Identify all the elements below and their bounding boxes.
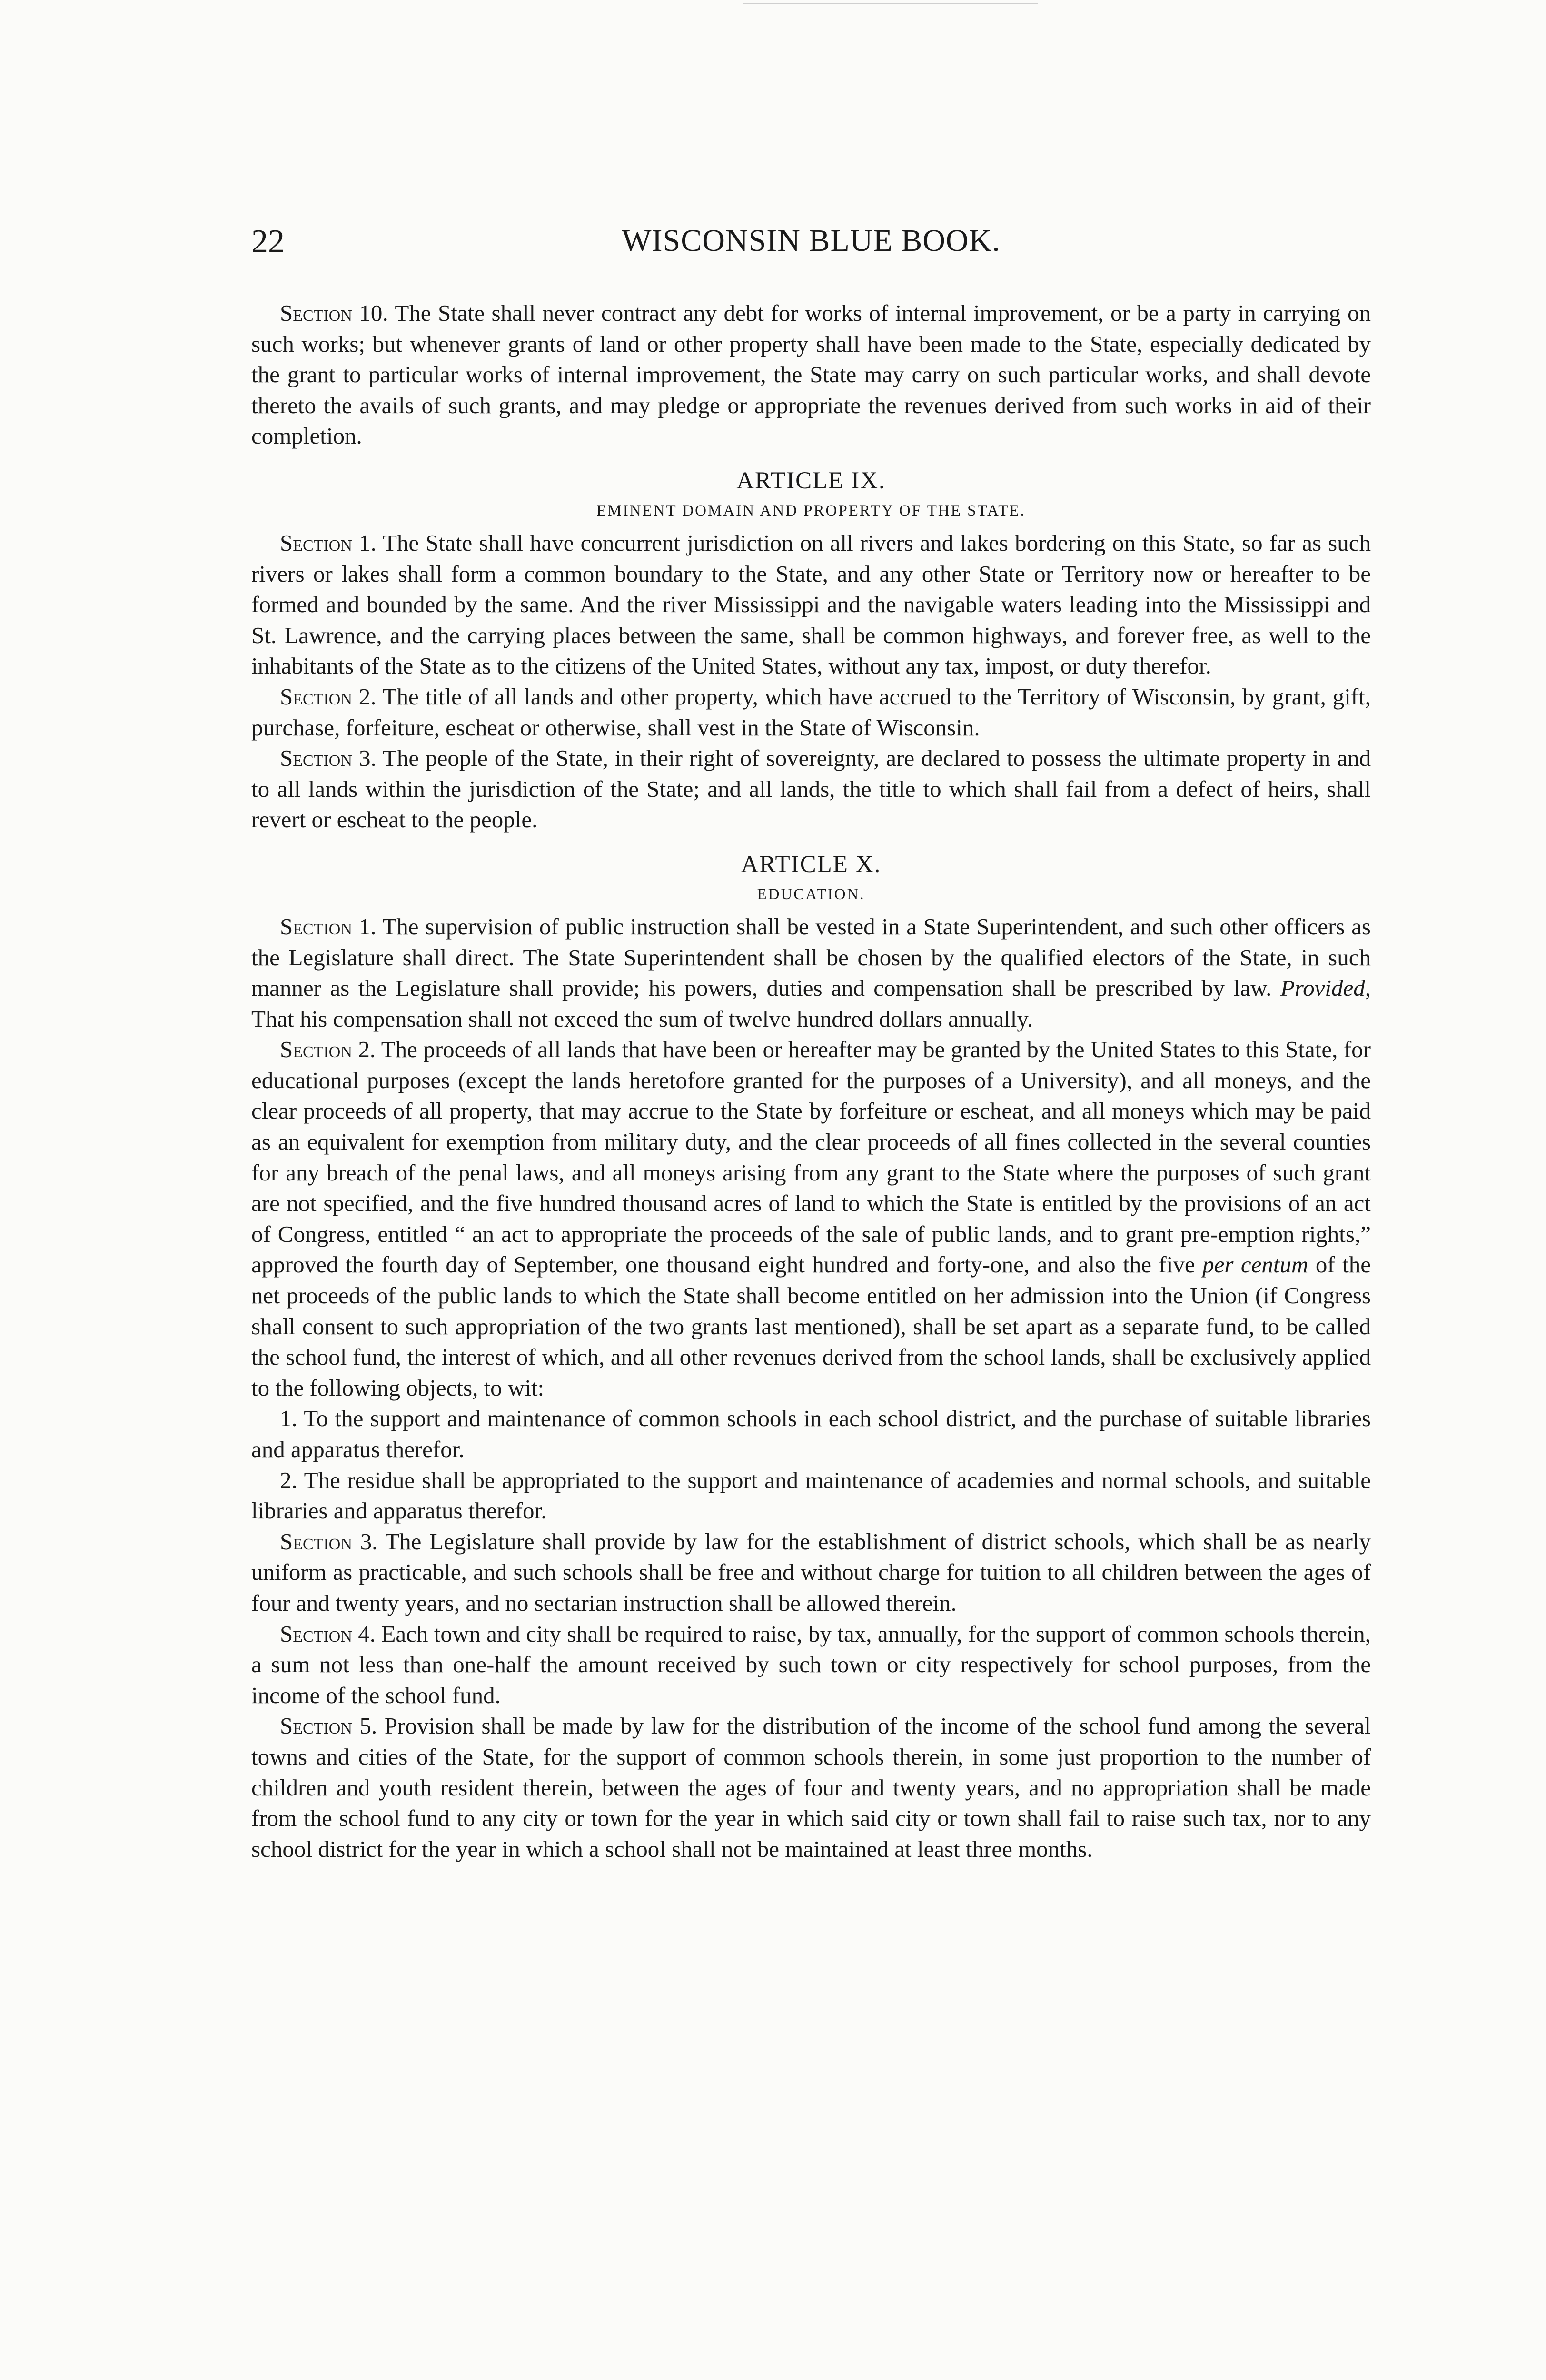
page-number: 22 (251, 223, 285, 260)
page-header (251, 223, 1371, 266)
article8-section10 (251, 298, 1371, 452)
section-label: Section 2. (280, 683, 377, 710)
article10-section2 (251, 1034, 1371, 1403)
section-label: Section 3. (280, 1528, 378, 1555)
article9-section3 (251, 743, 1371, 835)
per-centum-term: per centum (1202, 1251, 1308, 1278)
provided-term: Provided, (1280, 975, 1371, 1002)
section-text: Provision shall be made by law for the distribution of the income of the school fund among the several towns and cities of the State, for the support of common schools therein, in some just proportion to the number of children and youth resident therein, between the ages of four and twenty years, and no appropriation shall be made from the school fund to any city or town for the year in which said city or town shall fail to raise such tax, nor to any school district for the year in which a school shall not be maintained at least three months. (251, 1713, 1371, 1862)
section-label: Section 1. (280, 529, 377, 556)
article9-section2 (251, 682, 1371, 743)
section-text-cont: That his compensation shall not exceed the sum of twelve hundred dollars annually. (251, 1005, 1033, 1032)
article10-section3 (251, 1527, 1371, 1619)
article10-section2-item1: 1. To the support and maintenance of common schools in each school district, and the purchase of suitable libraries and apparatus therefor. (251, 1405, 1371, 1462)
section-text: The Legislature shall provide by law for the establishment of district schools, which shall be as nearly uniform as practicable, and such schools shall be free and without charge for tuition to all children between the ages of four and twenty years, and no sectarian instruction shall be allowed therein. (251, 1528, 1371, 1616)
section-text: The proceeds of all lands that have been or hereafter may be granted by the United States to this State, for educational purposes (except the lands heretofore granted for the purposes of a University), and all moneys, and the clear proceeds of all property, that may accrue to the State by forfeiture or escheat, and all moneys which may be paid as an equivalent for exemption from military duty, and the clear proceeds of all fines collected in the several counties for any breach of the penal laws, and all moneys arising from any grant to the State where the purposes of such grant are not specified, and the five hundred thousand acres of land to which the State is entitled by the provisions of an act of Congress, entitled “ an act to appropriate the proceeds of the sale of public lands, and to grant pre-emption rights,” approved the fourth day of September, one thousand eight hundred and forty-one, and also the five (251, 1036, 1371, 1278)
section-label: Section 2. (280, 1036, 376, 1063)
article9-subheading: EMINENT DOMAIN AND PROPERTY OF THE STATE. (596, 502, 1026, 519)
scan-mark (743, 3, 1038, 4)
article10-section2-item2: 2. The residue shall be appropriated to the support and maintenance of academies and normal schools, and suitable libraries and apparatus therefor. (251, 1467, 1371, 1524)
article10-heading: ARTICLE X. (741, 851, 882, 878)
section-text: The people of the State, in their right of sovereignty, are declared to possess the ultimate property in and to all lands within the jurisdiction of the State; and all lands, the title to which shall fail from a defect of heirs, shall revert or escheat to the people. (251, 745, 1371, 833)
article10-section5 (251, 1711, 1371, 1864)
article9-heading: ARTICLE IX. (736, 467, 886, 494)
section-label: Section 4. (280, 1620, 376, 1647)
article10-subheading: EDUCATION. (757, 885, 865, 903)
article10-section1 (251, 912, 1371, 1034)
section-text: Each town and city shall be required to raise, by tax, annually, for the support of common schools therein, a sum not less than one-half the amount received by such town or city respectively for school purposes, from the income of the school fund. (251, 1620, 1371, 1708)
section-text-cont: of the net proceeds of the public lands to which the State shall become entitled on her admission into the Union (if Congress shall consent to such appropriation of the two grants last mentioned), shall be set apart as a separate fund, to be called the school fund, the interest of which, and all other revenues derived from the school lands, shall be exclusively applied to the following objects, to wit: (251, 1251, 1371, 1401)
article10-section4 (251, 1619, 1371, 1711)
section-label: Section 3. (280, 745, 377, 772)
section-text: The supervision of public instruction shall be vested in a State Superintendent, and such other officers as the Legislature shall direct. The State Superintendent shall be chosen by the qualified electors of the State, in such manner as the Legislature shall provide; his powers, duties and compensation shall be prescribed by law. (251, 913, 1371, 1002)
section-label: Section 1. (280, 913, 377, 940)
section-text: The title of all lands and other property, which have accrued to the Territory of Wisconsin, by grant, gift, purchase, forfeiture, escheat or otherwise, shall vest in the State of Wisconsin. (251, 683, 1371, 741)
page-body (251, 298, 1371, 1864)
section-label: Section 5. (280, 1713, 377, 1739)
running-title: WISCONSIN BLUE BOOK. (622, 223, 1001, 258)
section-text: The State shall have concurrent jurisdiction on all rivers and lakes bordering on this State, so far as such rivers or lakes shall form a common boundary to the State, and any other State or Territory now or hereafter to be formed and bounded by the same. And the river Mississippi and the navigable waters leading into the Mississippi and St. Lawrence, and the carrying places between the same, shall be common highways, and forever free, as well to the inhabitants of the State as to the citizens of the United States, without any tax, impost, or duty therefor. (251, 529, 1371, 679)
article9-section1 (251, 528, 1371, 682)
section-text: The State shall never contract any debt for works of internal improvement, or be a party in carrying on such works; but whenever grants of land or other property shall have been made to the State, especially dedicated by the grant to particular works of internal improvement, the State may carry on such particular works, and shall devote thereto the avails of such grants, and may pledge or appropriate the revenues derived from such works in aid of their completion. (251, 300, 1371, 449)
section-label: Section 10. (280, 300, 388, 326)
